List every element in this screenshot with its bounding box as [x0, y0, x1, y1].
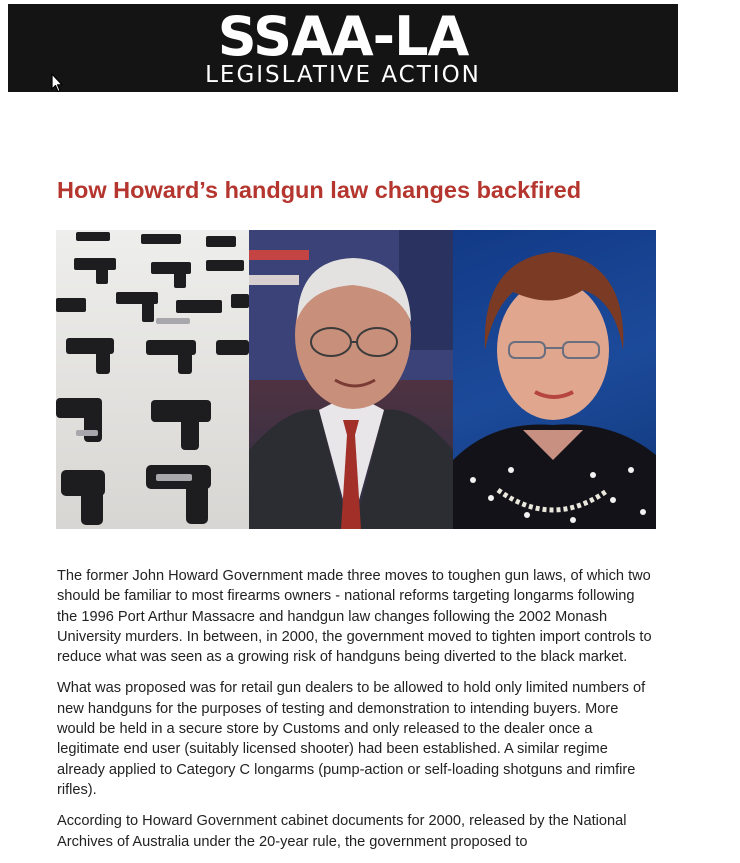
- article-photo: [56, 230, 656, 529]
- site-logo: SSAA-LA: [217, 5, 469, 68]
- photo-john-howard: [249, 230, 453, 529]
- mouse-pointer-icon: [51, 73, 63, 93]
- article-headline: How Howard’s handgun law changes backfired: [57, 177, 582, 203]
- article-body: [57, 566, 657, 863]
- photo-woman-politician: [453, 230, 656, 529]
- site-logo-subtitle: LEGISLATIVE ACTION: [205, 62, 481, 88]
- site-banner: [8, 4, 678, 92]
- article-paragraph-2: What was proposed was for retail gun dealers to be allowed to hold only limited numbers of new handguns for the purposes of testing and demonstration to intending buyers. More would be held in a secure store by Customs and only released to the dealer once a legitimate end user (suitably licensed shooter) had been established. A similar regime already applied to Category C longarms (pump-action or self-loading shotguns and rimfire rifles).: [57, 680, 646, 798]
- photo-handguns: [56, 230, 249, 529]
- article-paragraph-1: The former John Howard Government made three moves to toughen gun laws, of which two should be familiar to most firearms owners - national reforms targeting longarms following the 1996 Port Arthur Massacre and handgun law changes following the 2002 Monash University murders. In between, in 2000, the government moved to tighten import controls to reduce what was seen as a growing risk of handguns being diverted to the black market.: [57, 568, 652, 666]
- article-paragraph-3: According to Howard Government cabinet documents for 2000, released by the National Archives of Australia under the 20-year rule, the government proposed to: [57, 813, 627, 850]
